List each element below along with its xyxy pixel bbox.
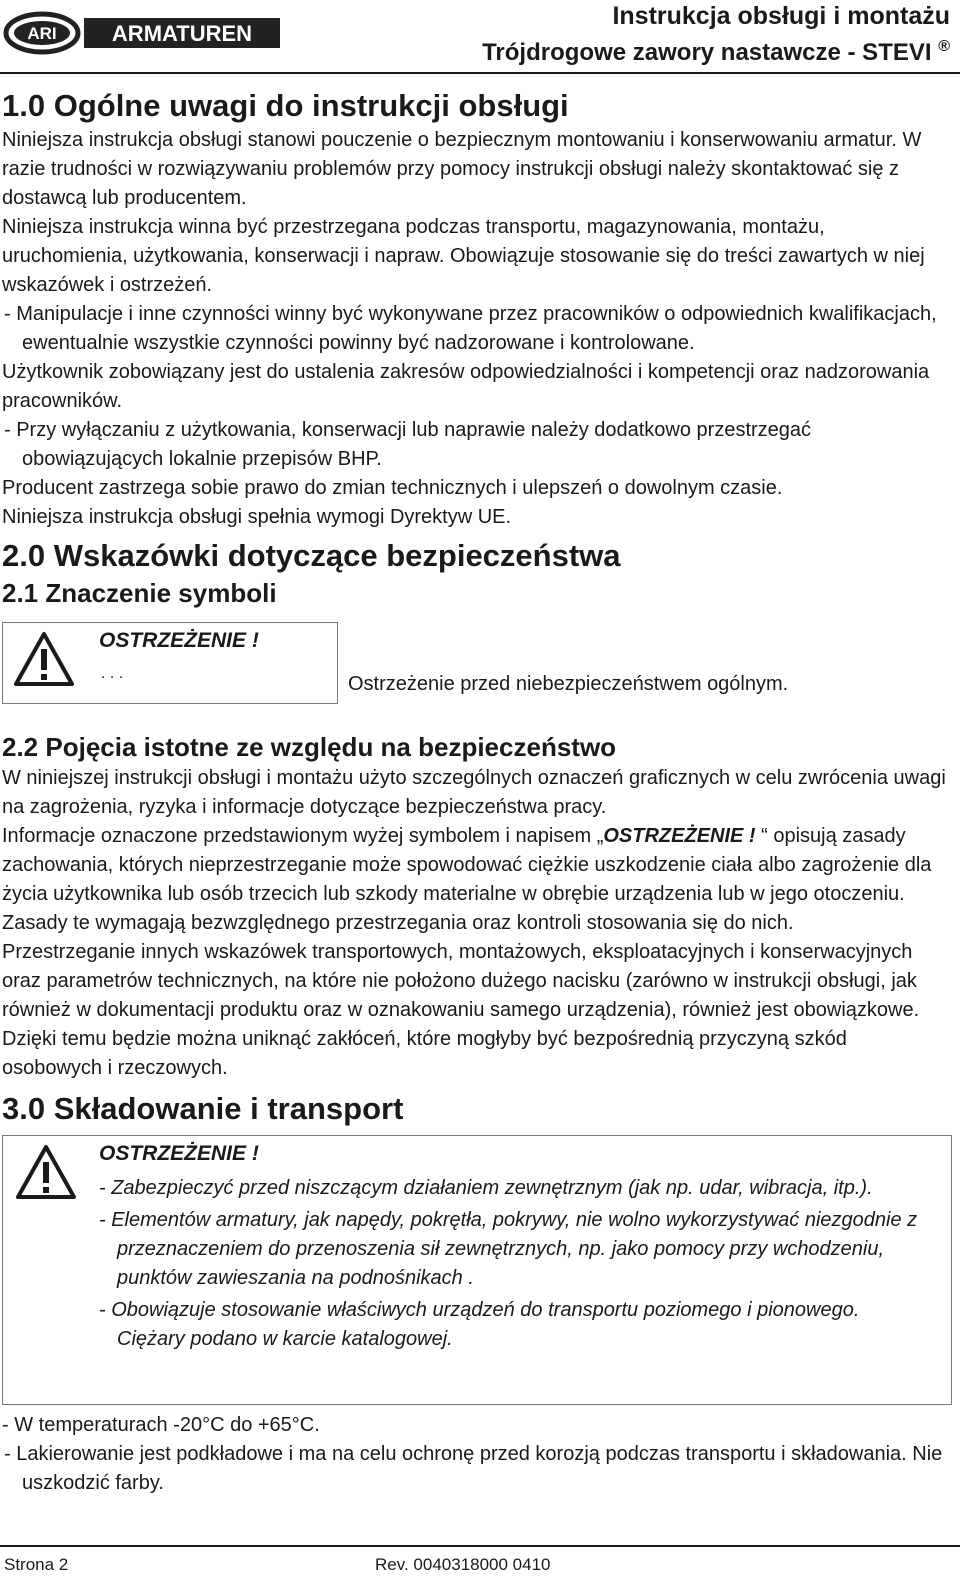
symbol-legend [2, 622, 952, 730]
s3-note: - Lakierowanie jest podkładowe i ma na celu ochronę przed korozją podczas transportu i składowania. Nie uszkodzić farby. [4, 1443, 943, 1494]
section-1-heading: 1.0 Ogólne uwagi do instrukcji obsługi [2, 88, 569, 123]
document-subtitle: Trójdrogowe zawory nastawcze - STEVI ® [482, 38, 950, 66]
page-number: Strona 2 [4, 1555, 69, 1574]
section-2-heading: 2.0 Wskazówki dotyczące bezpieczeństwa [2, 538, 621, 573]
section-2-2-heading: 2.2 Pojęcia istotne ze względu na bezpieczeństwo [2, 732, 617, 762]
s1-bullet: - Przy wyłączaniu z użytkowania, konserwacji lub naprawie należy dodatkowo przestrzegać obowiązujących lokalnie przepisów BHP. [4, 419, 812, 470]
symbol-dots: . . . [101, 665, 124, 682]
section-3-heading: 3.0 Składowanie i transport [2, 1091, 404, 1126]
s2-paragraph: Przestrzeganie innych wskazówek transportowych, montażowych, eksploatacyjnych i konserwacyjnych oraz parametrów technicznych, na które nie położono dużego nacisku (zarówno w instrukcji obsługi, jak również w dokumentacji produktu oraz w oznakowaniu samego urządzenia), również jest obowiązkowe. Dzięki temu będzie można uniknąć zakłóceń, które mogłyby być bezpośrednią przyczyną szkód osobowych i rzeczowych. [2, 941, 920, 1079]
symbol-box [2, 622, 338, 704]
warning-title: OSTRZEŻENIE ! [99, 1142, 259, 1165]
s3-note: - W temperaturach -20°C do +65°C. [2, 1414, 320, 1436]
document-title: Instrukcja obsługi i montażu [612, 2, 950, 30]
s2-paragraph: Informacje oznaczone przedstawionym wyżej symbolem i napisem „OSTRZEŻENIE ! “ opisują zasady zachowania, których nieprzestrzeganie może spowodować ciężkie uszkodzenie ciała albo zagrożenie dla życia użytkownika lub osób trzecich lub szkody materialne w obrębie urządzenia lub w jego otoczeniu. Zasady te wymagają bezwzględnego przestrzegania oraz kontroli stosowania się do nich. [2, 825, 932, 934]
warning-item: - Zabezpieczyć przed niszczącym działaniem zewnętrznym (jak np. udar, wibracja, itp.). [99, 1177, 873, 1199]
warning-list [99, 1174, 939, 1354]
section-2-1-heading: 2.1 Znaczenie symboli [2, 578, 277, 608]
svg-text:ARI: ARI [27, 24, 57, 43]
warning-item: - Elementów armatury, jak napędy, pokrętła, pokrywy, nie wolno wykorzystywać niezgodnie z przeznaczeniem do przenoszenia sił zewnętrznych, np. jako pomocy przy wchodzeniu, punktów zawieszania na podnośnikach . [99, 1209, 918, 1289]
symbol-title: OSTRZEŻENIE ! [99, 629, 259, 652]
svg-text:ARMATUREN: ARMATUREN [111, 21, 253, 46]
warning-item: Ciężary podano w karcie katalogowej. [117, 1328, 453, 1350]
footer-rule [0, 1545, 960, 1547]
s1-paragraph: Niniejsza instrukcja obsługi spełnia wymogi Dyrektyw UE. [2, 506, 512, 528]
warning-triangle-icon [13, 631, 75, 687]
warning-triangle-icon [15, 1144, 77, 1200]
symbol-description: Ostrzeżenie przed niebezpieczeństwem ogólnym. [348, 673, 789, 695]
s1-paragraph: Użytkownik zobowiązany jest do ustalenia zakresów odpowiedzialności i kompetencji oraz nadzorowania pracowników. [2, 361, 930, 412]
s1-bullet: - Manipulacje i inne czynności winny być wykonywane przez pracowników o odpowiednich kwalifikacjach, ewentualnie wszystkie czynności powinny być nadzorowane i kontrolowane. [4, 303, 937, 354]
revision-number: Rev. 0040318000 0410 [375, 1555, 551, 1574]
s1-paragraph: Producent zastrzega sobie prawo do zmian technicznych i ulepszeń o dowolnym czasie. [2, 477, 783, 499]
page-content [2, 86, 952, 1498]
warning-item: - Obowiązuje stosowanie właściwych urządzeń do transportu poziomego i pionowego. [99, 1299, 860, 1321]
page-header [0, 0, 960, 80]
transport-warning-box [2, 1135, 952, 1405]
s1-paragraph: Niniejsza instrukcja obsługi stanowi pouczenie o bezpiecznym montowaniu i konserwowaniu armatur. W razie trudności w rozwiązywaniu problemów przy pomocy instrukcji obsługi należy skontaktować się z dostawcą lub producentem. [2, 129, 922, 209]
s2-paragraph: W niniejszej instrukcji obsługi i montażu użyto szczególnych oznaczeń graficznych w celu zwrócenia uwagi na zagrożenia, ryzyka i informacje dotyczące bezpieczeństwa pracy. [2, 767, 946, 818]
s1-paragraph: Niniejsza instrukcja winna być przestrzegana podczas transportu, magazynowania, montażu, uruchomienia, użytkowania, konserwacji i napraw. Obowiązuje stosowanie się do treści zawartych w niej wskazówek i ostrzeżeń. [2, 216, 925, 296]
ari-armaturen-logo [2, 8, 282, 58]
header-rule [0, 72, 960, 74]
